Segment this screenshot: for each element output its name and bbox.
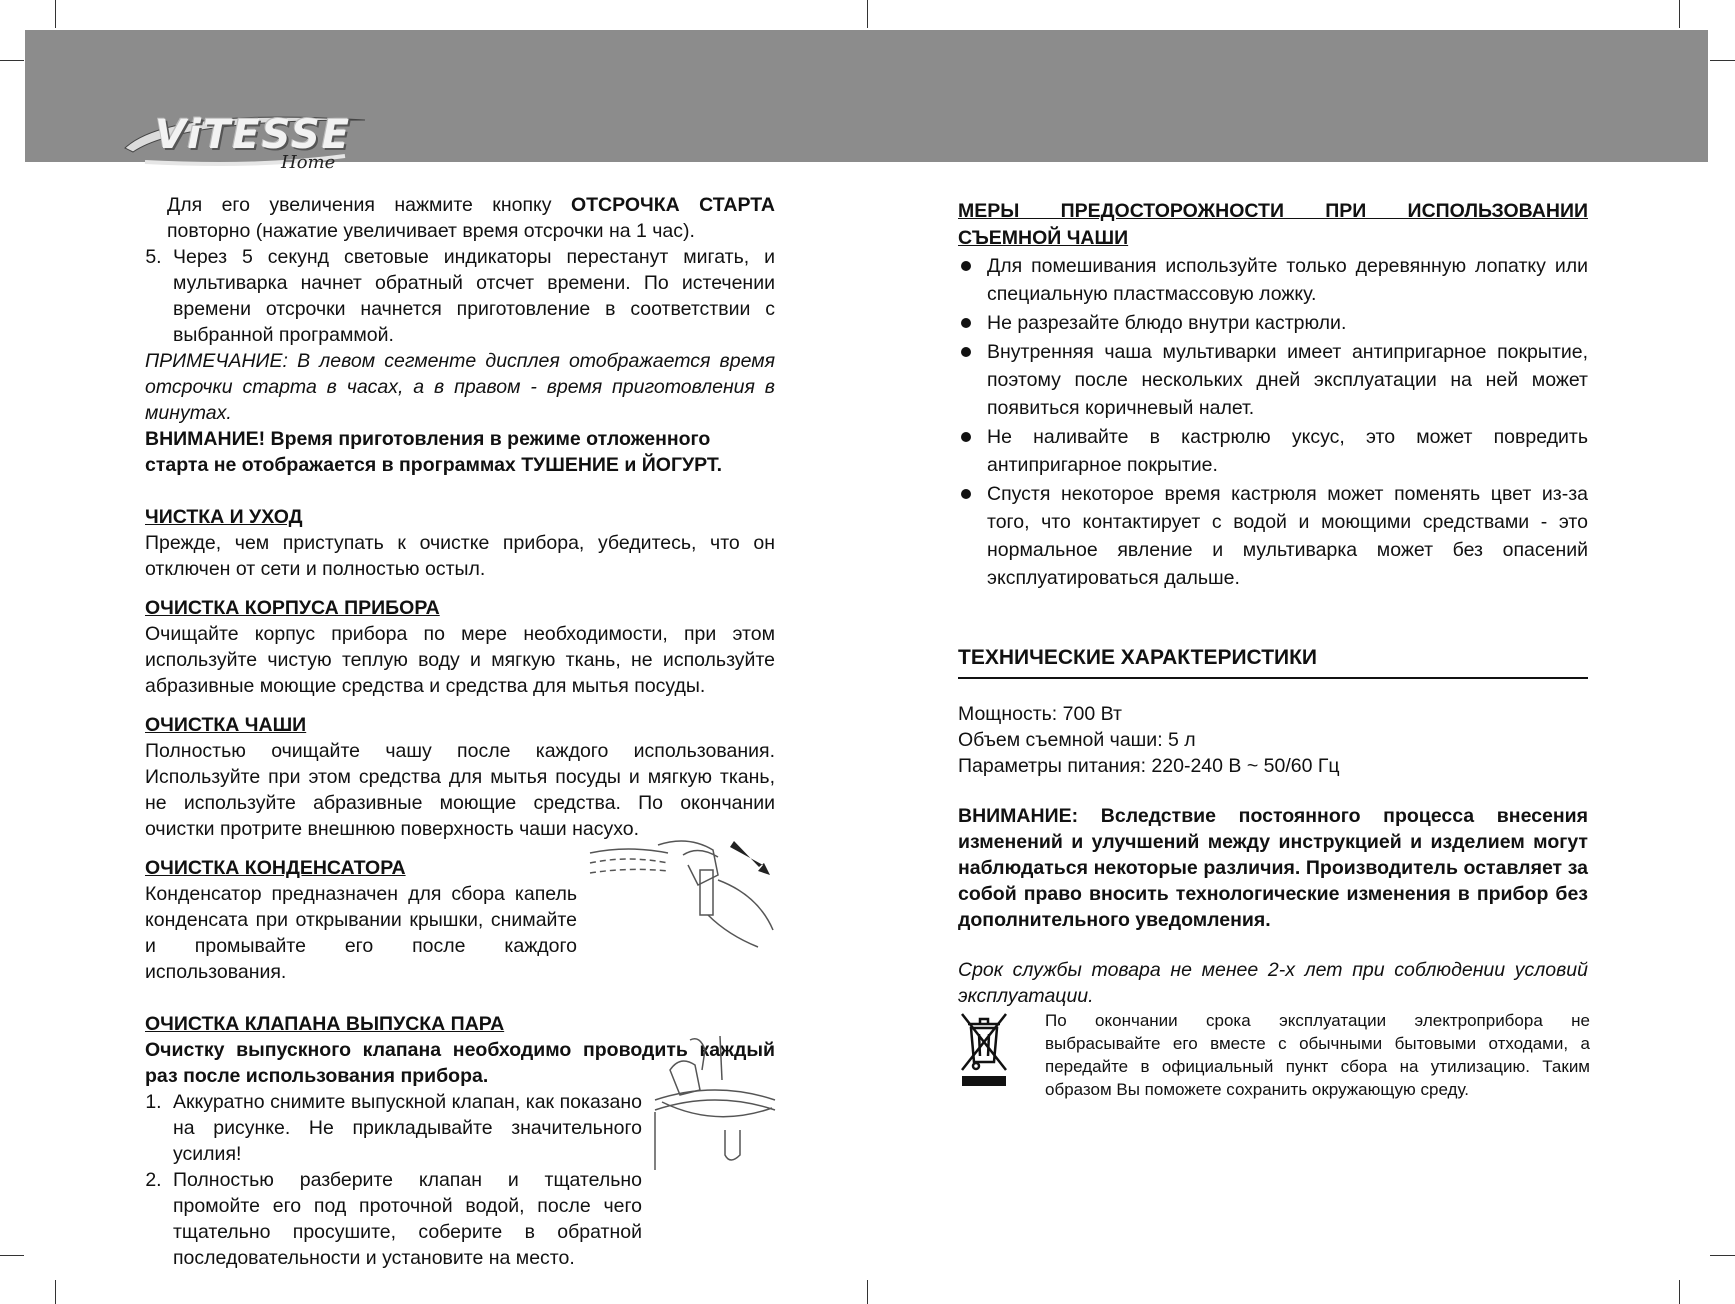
crop-mark	[1710, 60, 1735, 61]
care-title: ЧИСТКА И УХОД	[145, 506, 303, 528]
vitesse-logo	[115, 70, 375, 180]
care-text: Прежде, чем приступать к очистке прибора, убедитесь, что он отключен от сети и полностью остыл.	[145, 532, 775, 580]
condenser-title: ОЧИСТКА КОНДЕНСАТОРА	[145, 857, 406, 879]
precaution-item: Не наливайте в кастрюлю уксус, это может повредить антипригарное покрытие.	[958, 423, 1588, 479]
condenser-illustration	[588, 835, 778, 950]
valve-title: ОЧИСТКА КЛАПАНА ВЫПУСКА ПАРА	[145, 1013, 505, 1035]
step-5: 5. Через 5 секунд световые индикаторы перестанут мигать, и мультиварка начнет обратный отсчет времени. По истечении времени отсрочки начнется приготовление в соответствии с выбранной программой.	[167, 244, 775, 348]
bowl-cleaning-title: ОЧИСТКА ЧАШИ	[145, 714, 307, 736]
step-list	[145, 244, 775, 348]
logo-wordmark: ViTESSE	[155, 112, 352, 158]
precaution-item: Внутренняя чаша мультиварки имеет антипригарное покрытие, поэтому после нескольких дней эксплуатации на ней может появиться коричневый налет.	[958, 338, 1588, 422]
precautions-title: МЕРЫ ПРЕДОСТОРОЖНОСТИ ПРИ ИСПОЛЬЗОВАНИИ СЪЕМНОЙ ЧАШИ	[958, 200, 1588, 249]
valve-bold-text: Очистку выпускного клапана необходимо проводить каждый раз после использования прибора.	[145, 1039, 775, 1087]
crop-mark	[867, 0, 868, 28]
crop-mark	[1679, 1280, 1680, 1304]
header-band	[25, 30, 1708, 173]
crop-mark	[0, 60, 24, 61]
body-cleaning-text: Очищайте корпус прибора по мере необходимости, при этом используйте чистую теплую воду и мягкую ткань, не используйте абразивные моющие средства и средства для мытья посуды.	[145, 623, 775, 697]
precaution-item: Не разрезайте блюдо внутри кастрюли.	[958, 309, 1588, 337]
tech-specs-title: ТЕХНИЧЕСКИЕ ХАРАКТЕРИСТИКИ	[958, 645, 1588, 679]
recycling-notice: По окончании срока эксплуатации электроприбора не выбрасывайте его вместе с обычными бытовыми отходами, а передайте в официальный пункт сбора на утилизацию. Таким образом Вы поможете сохранить окружающую среду.	[1045, 1011, 1590, 1099]
crop-mark	[55, 1280, 56, 1304]
crop-mark	[1710, 1255, 1735, 1256]
crop-mark	[55, 0, 56, 28]
precautions-list	[958, 252, 1588, 592]
crop-mark	[0, 1255, 24, 1256]
precaution-item: Для помешивания используйте только деревянную лопатку или специальную пластмассовую ложку.	[958, 252, 1588, 308]
valve-step: 1. Аккуратно снимите выпускной клапан, как показано на рисунке. Не прикладывайте значительного усилия!	[167, 1089, 642, 1167]
note-paragraph: ПРИМЕЧАНИЕ: В левом сегменте дисплея отображается время отсрочки старта в часах, а в правом - время приготовления в минутах.	[145, 350, 775, 424]
valve-step: 2. Полностью разберите клапан и тщательно промойте его под проточной водой, после чего тщательно просушите, соберите в обратной последовательности и установите на место.	[167, 1167, 642, 1271]
warning-paragraph: ВНИМАНИЕ: Вследствие постоянного процесса внесения изменений и улучшений между инструкцией и изделием могут наблюдаться некоторые различия. Производитель оставляет за собой право вносить технологические изменения в прибор без дополнительного уведомления.	[958, 805, 1588, 931]
crop-mark	[867, 1280, 868, 1304]
precaution-item: Спустя некоторое время кастрюля может поменять цвет из-за того, что контактирует с водой и моющими средствами - это нормальное явление и мультиварка может без опасений эксплуатироваться дальше.	[958, 480, 1588, 592]
spec-line: Параметры питания: 220-240 В ~ 50/60 Гц	[958, 755, 1340, 777]
service-life-paragraph: Срок службы товара не менее 2-х лет при соблюдении условий эксплуатации.	[958, 959, 1588, 1007]
spec-line: Объем съемной чаши: 5 л	[958, 729, 1196, 751]
valve-illustration	[650, 1030, 780, 1170]
attention-paragraph: ВНИМАНИЕ! Время приготовления в режиме отложенного старта не отображается в программах ТУШЕНИЕ и ЙОГУРТ.	[145, 428, 723, 476]
body-cleaning-title: ОЧИСТКА КОРПУСА ПРИБОРА	[145, 597, 440, 619]
right-column	[958, 198, 1588, 1009]
crop-mark	[1679, 0, 1680, 28]
logo-subtitle: Home	[281, 152, 336, 173]
bowl-cleaning-text: Полностью очищайте чашу после каждого использования. Используйте при этом средства для мытья посуды и мягкую ткань, не используйте абразивные моющие средства. По окончании очистки протрите внешнюю поверхность чаши насухо.	[145, 740, 775, 840]
spec-line: Мощность: 700 Вт	[958, 703, 1122, 725]
delay-start-paragraph: Для его увеличения нажмите кнопку ОТСРОЧКА СТАРТА повторно (нажатие увеличивает время отсрочки на 1 час).	[167, 194, 775, 242]
valve-steps	[145, 1089, 642, 1271]
condenser-text: Конденсатор предназначен для сбора капель конденсата при открывании крышки, снимайте и промывайте его после каждого использования.	[145, 883, 577, 983]
crossed-out-bin-icon	[958, 1010, 1010, 1088]
